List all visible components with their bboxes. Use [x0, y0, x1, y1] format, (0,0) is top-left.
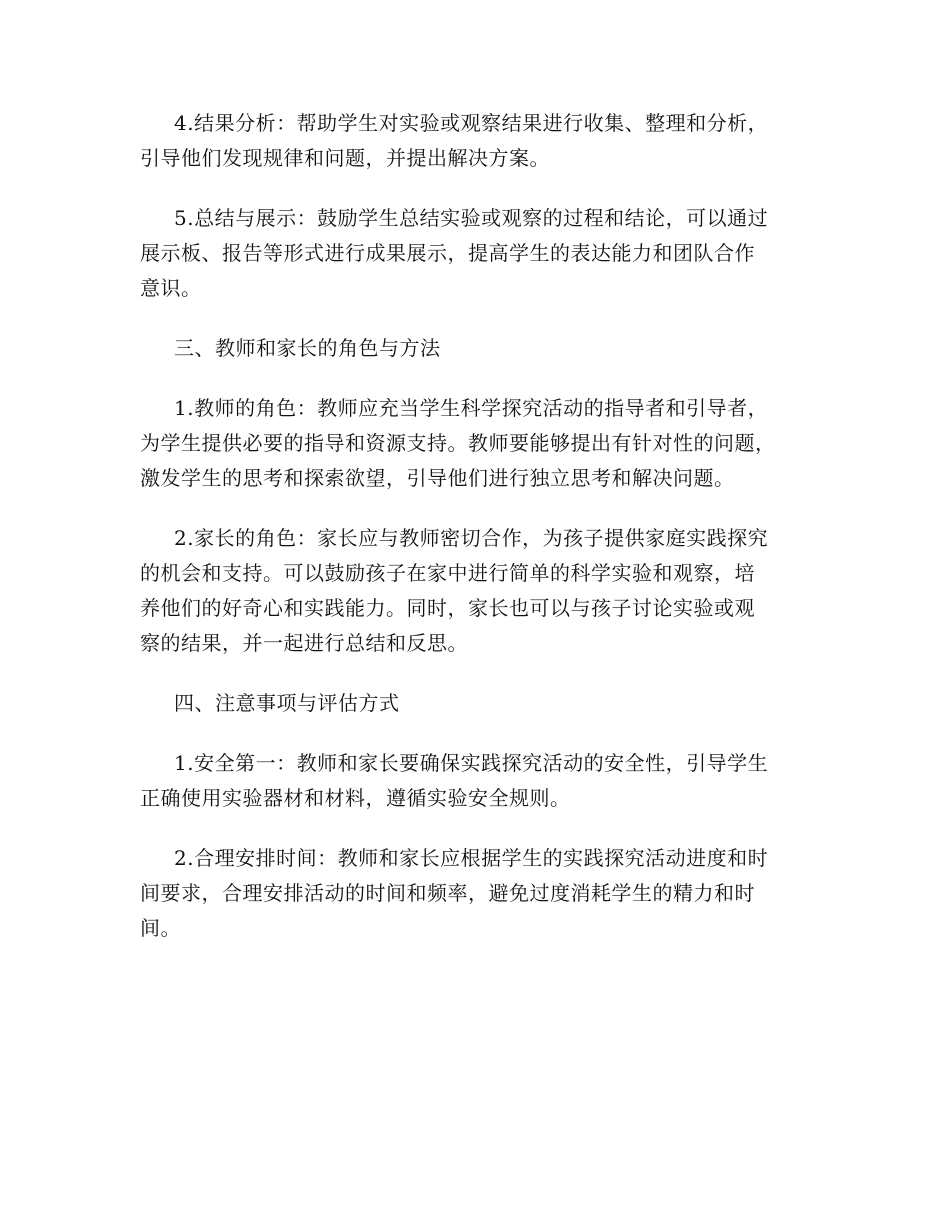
paragraph-line: 正确使用实验器材和材料，遵循实验安全规则。 [140, 786, 571, 810]
heading-line: 四、注意事项与评估方式 [174, 691, 400, 715]
paragraph-line: 养他们的好奇心和实践能力。同时，家长也可以与孩子讨论实验或观 [140, 596, 755, 620]
paragraph-line: 意识。 [140, 276, 202, 300]
paragraph-line: 间。 [140, 916, 181, 940]
paragraph-line: 2.家长的角色：家长应与教师密切合作，为孩子提供家庭实践探究 [174, 526, 769, 550]
paragraph-line: 展示板、报告等形式进行成果展示，提高学生的表达能力和团队合作 [140, 241, 755, 265]
paragraph-line: 间要求，合理安排活动的时间和频率，避免过度消耗学生的精力和时 [140, 881, 755, 905]
paragraph-time-arrangement [140, 841, 830, 946]
section-heading-roles-methods [140, 331, 830, 366]
paragraph-line: 的机会和支持。可以鼓励孩子在家中进行简单的科学实验和观察，培 [140, 561, 755, 585]
paragraph-teacher-role [140, 391, 830, 496]
paragraph-line: 5.总结与展示：鼓励学生总结实验或观察的过程和结论，可以通过 [174, 206, 769, 230]
paragraph-line: 4.结果分析：帮助学生对实验或观察结果进行收集、整理和分析， [174, 111, 769, 135]
paragraph-result-analysis [140, 106, 830, 176]
paragraph-line: 1.安全第一：教师和家长要确保实践探究活动的安全性，引导学生 [174, 751, 769, 775]
section-heading-notes-evaluation [140, 686, 830, 721]
paragraph-line: 引导他们发现规律和问题，并提出解决方案。 [140, 146, 550, 170]
heading-line: 三、教师和家长的角色与方法 [174, 336, 441, 360]
paragraph-safety-first [140, 746, 830, 816]
paragraph-line: 1.教师的角色：教师应充当学生科学探究活动的指导者和引导者， [174, 396, 769, 420]
document-page [140, 106, 830, 971]
paragraph-parent-role [140, 521, 830, 661]
paragraph-line: 为学生提供必要的指导和资源支持。教师要能够提出有针对性的问题， [140, 431, 776, 455]
paragraph-line: 察的结果，并一起进行总结和反思。 [140, 631, 468, 655]
paragraph-line: 2.合理安排时间：教师和家长应根据学生的实践探究活动进度和时 [174, 846, 769, 870]
paragraph-line: 激发学生的思考和探索欲望，引导他们进行独立思考和解决问题。 [140, 466, 735, 490]
paragraph-summary-display [140, 201, 830, 306]
